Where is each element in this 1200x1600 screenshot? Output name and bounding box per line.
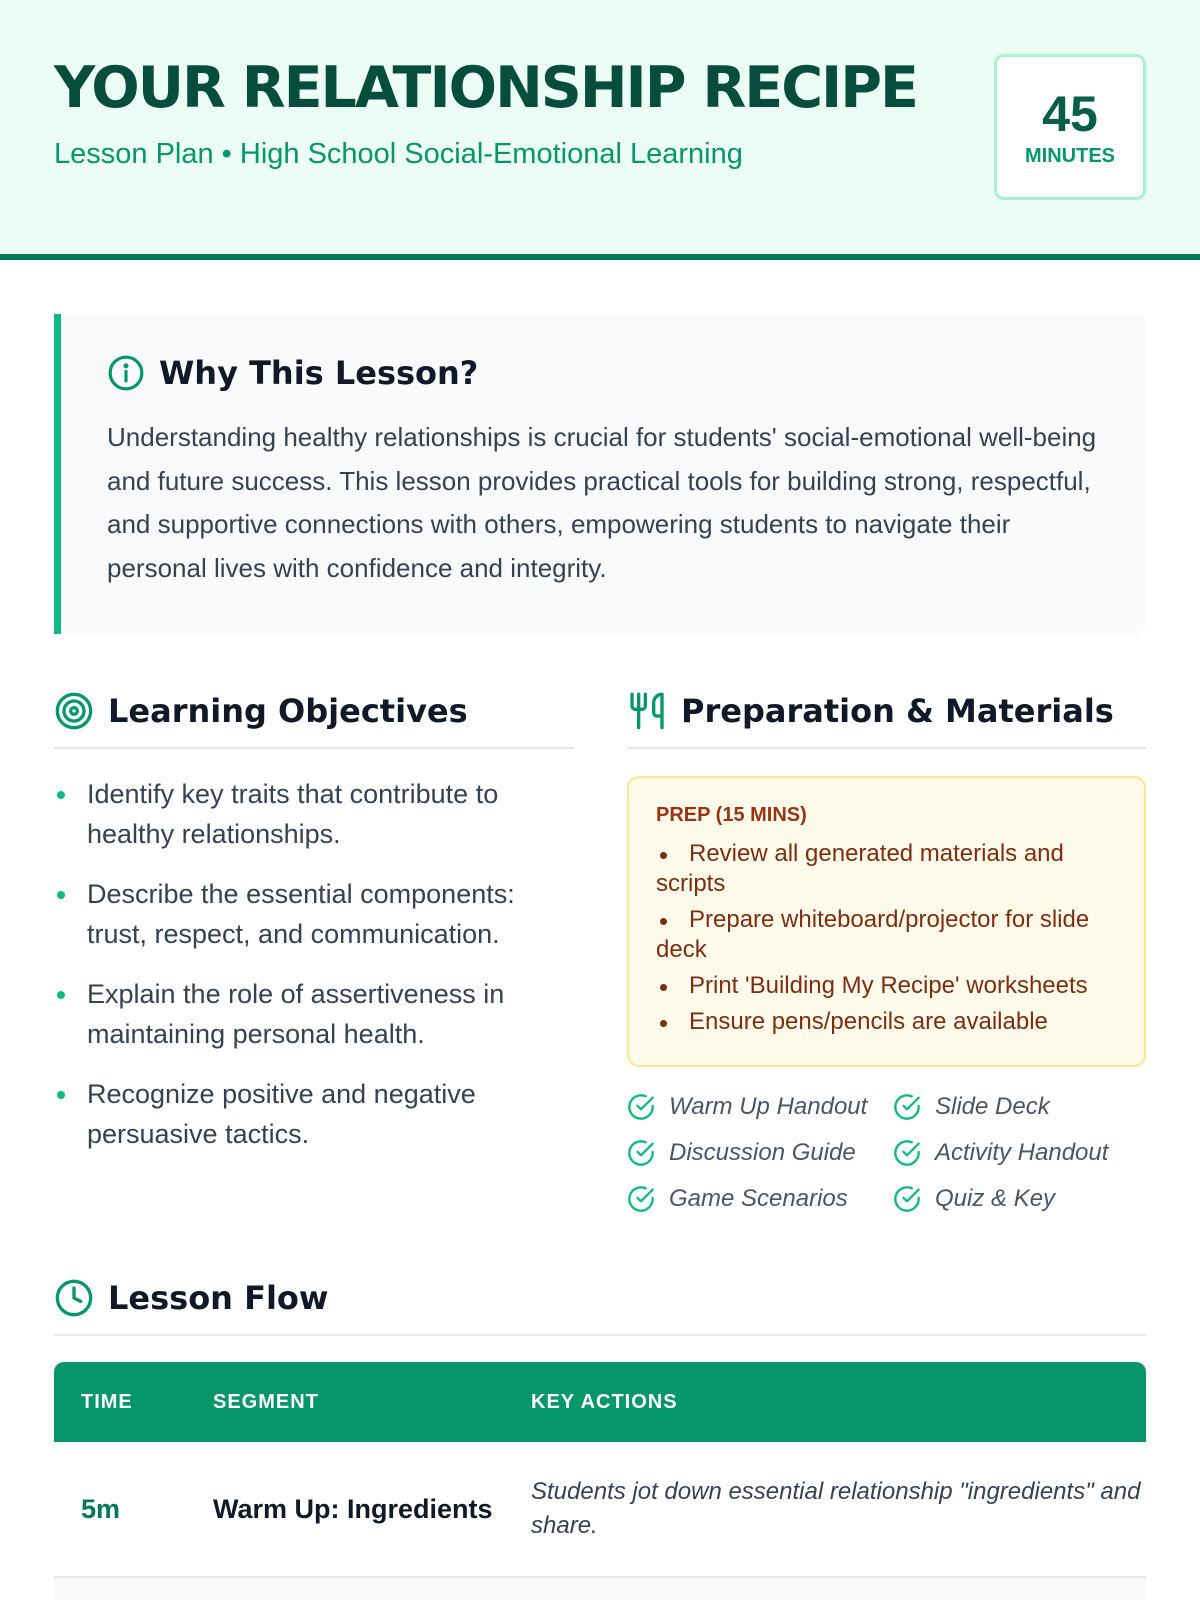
- table-header: [54, 1362, 1146, 1442]
- prep-item: Ensure pens/pencils are available: [656, 1007, 1118, 1037]
- why-this-lesson-card: [54, 314, 1146, 634]
- material-item: [627, 1185, 893, 1213]
- objective-item: Describe the essential components: trust, respect, and communication.: [54, 874, 574, 954]
- prep-callout: [627, 776, 1146, 1067]
- info-circle-icon: [107, 354, 145, 392]
- check-circle-icon: [893, 1139, 921, 1167]
- check-circle-icon: [627, 1185, 655, 1213]
- material-label: Quiz & Key: [935, 1185, 1056, 1212]
- utensils-icon: [627, 691, 667, 731]
- why-body: Understanding healthy relationships is crucial for students' social-emotional well-being and future success. This lesson provides practical tools for building strong, respectful, and supportive connections with others, empowering students to navigate their personal lives with confidence and integrity.: [107, 422, 1097, 583]
- preparation-title: Preparation & Materials: [681, 692, 1114, 730]
- duration-unit: MINUTES: [1025, 145, 1115, 167]
- objectives-heading: [54, 685, 574, 749]
- check-circle-icon: [893, 1093, 921, 1121]
- material-label: Game Scenarios: [669, 1185, 848, 1212]
- duration-number: 45: [1042, 86, 1098, 142]
- preparation-heading: [627, 685, 1146, 749]
- material-label: Slide Deck: [935, 1093, 1050, 1120]
- check-circle-icon: [627, 1093, 655, 1121]
- column-header-key-actions: KEY ACTIONS: [531, 1390, 678, 1413]
- prep-item: Review all generated materials and scripts: [656, 839, 1118, 899]
- why-title: Why This Lesson?: [159, 354, 479, 392]
- check-circle-icon: [893, 1185, 921, 1213]
- material-item: [893, 1093, 1146, 1121]
- check-circle-icon: [627, 1139, 655, 1167]
- prep-item: Prepare whiteboard/projector for slide deck: [656, 905, 1118, 965]
- target-icon: [54, 691, 94, 731]
- column-header-segment: SEGMENT: [213, 1390, 319, 1413]
- material-item: [893, 1139, 1146, 1167]
- objective-item: Explain the role of assertiveness in maintaining personal health.: [54, 974, 574, 1054]
- lesson-header: [0, 0, 1200, 260]
- material-item: [627, 1139, 893, 1167]
- objective-item: Identify key traits that contribute to healthy relationships.: [54, 774, 574, 854]
- materials-list: [627, 1093, 1146, 1213]
- prep-label: PREP (15 MINS): [656, 804, 807, 826]
- why-heading: [107, 354, 478, 392]
- row-time: 5m: [81, 1493, 121, 1524]
- prep-list: [656, 839, 1118, 1037]
- lesson-subtitle: Lesson Plan • High School Social-Emotional Learning: [54, 138, 743, 170]
- duration-badge: [994, 54, 1146, 200]
- column-header-time: TIME: [81, 1390, 133, 1413]
- material-item: [627, 1093, 893, 1121]
- table-row: [54, 1442, 1146, 1578]
- material-label: Warm Up Handout: [669, 1093, 868, 1120]
- row-actions: Students jot down essential relationship "ingredients" and share.: [531, 1478, 1141, 1539]
- material-item: [893, 1185, 1146, 1213]
- objectives-list: [54, 774, 574, 1174]
- lesson-flow-table: [54, 1362, 1146, 1600]
- row-segment: Warm Up: Ingredients: [213, 1494, 493, 1524]
- objectives-title: Learning Objectives: [108, 692, 468, 730]
- clock-icon: [54, 1278, 94, 1318]
- lesson-flow-heading: [54, 1272, 1146, 1336]
- table-row-partial: [54, 1578, 1146, 1600]
- prep-item: Print 'Building My Recipe' worksheets: [656, 971, 1118, 1001]
- material-label: Discussion Guide: [669, 1139, 856, 1166]
- lesson-title: YOUR RELATIONSHIP RECIPE: [54, 55, 917, 121]
- objective-item: Recognize positive and negative persuasive tactics.: [54, 1074, 574, 1154]
- lesson-flow-title: Lesson Flow: [108, 1279, 329, 1317]
- material-label: Activity Handout: [935, 1139, 1109, 1166]
